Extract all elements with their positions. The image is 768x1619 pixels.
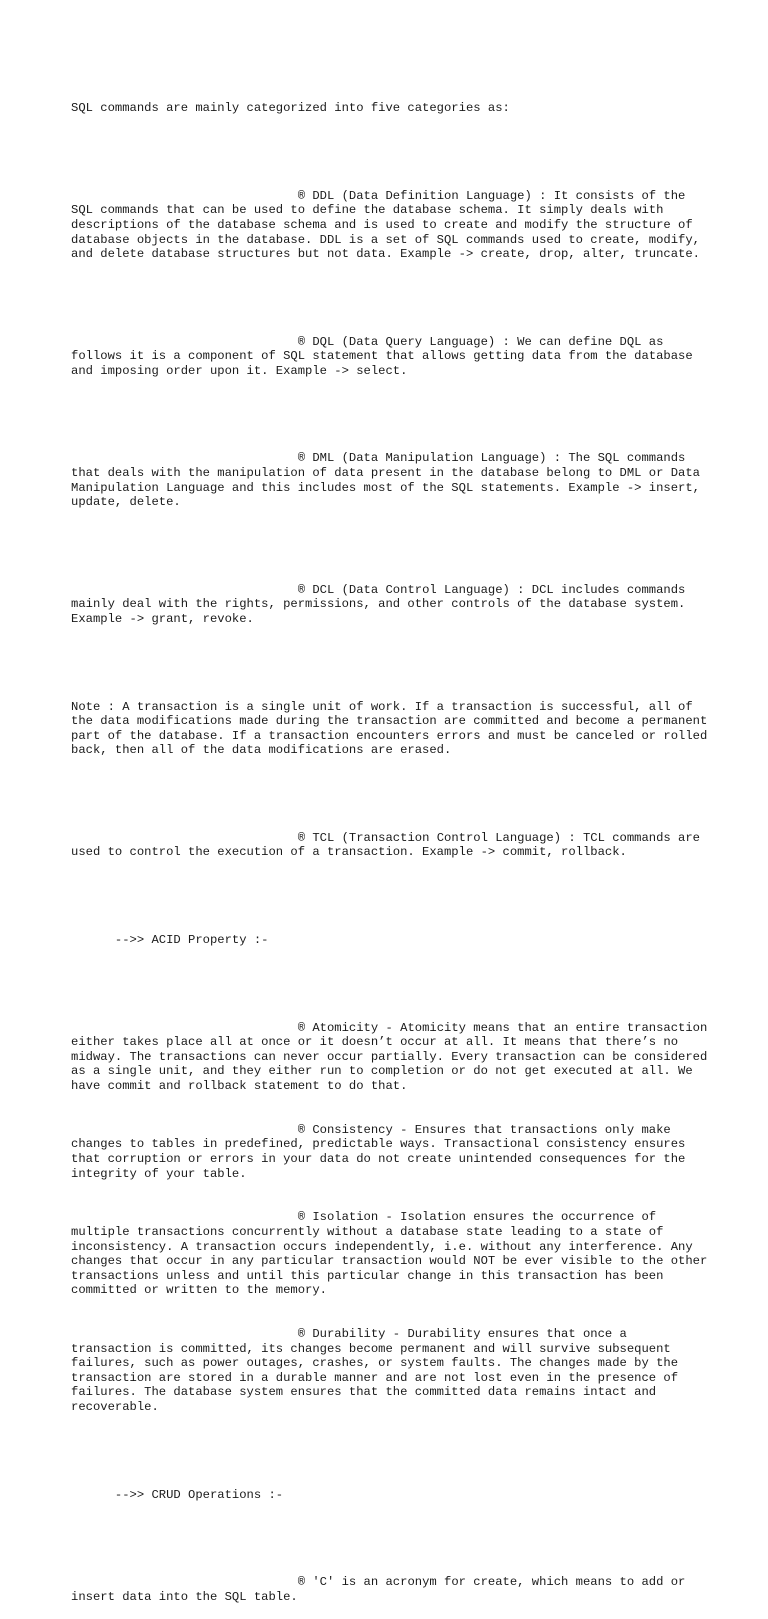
- dcl-paragraph: ® DCL (Data Control Language) : DCL includes commands mainly deal with the rights, permissions, and other controls of the database system. Example -> grant, revoke.: [71, 582, 693, 626]
- note-paragraph: Note : A transaction is a single unit of work. If a transaction is successful, all of the data modifications made during the transaction are committed and become a permanent part of the database. If a transaction encounters errors and must be canceled or rolled back, then all of the data modifications are erased.: [71, 699, 715, 758]
- dql-paragraph: ® DQL (Data Query Language) : We can define DQL as follows it is a component of SQL statement that allows getting data from the database and imposing order upon it. Example -> select.: [71, 334, 700, 378]
- durability-paragraph: ® Durability - Durability ensures that once a transaction is committed, its changes become permanent and will survive subsequent failures, such as power outages, crashes, or system faults. The changes made by the transaction are stored in a durable manner and are not lost even in the presence of failures. The database system ensures that the committed data remains intact and recoverable.: [71, 1327, 686, 1415]
- ddl-paragraph: ® DDL (Data Definition Language) : It consists of the SQL commands that can be used to define the database schema. It simply deals with descriptions of the database schema and is used to create and modify the structure of database objects in the database. DDL is a set of SQL commands used to create, modify, and delete database structures but not data. Example -> create, drop, alter, truncate.: [71, 188, 708, 262]
- isolation-paragraph: ® Isolation - Isolation ensures the occurrence of multiple transactions concurrently without a database state leading to a state of inconsistency. A transaction occurs independently, i.e. without any interference. Any changes that occur in any particular transaction would NOT be ever visible to the other transactions unless and until this particular change in this transaction has been committed or written to the memory.: [71, 1210, 715, 1298]
- atomicity-paragraph: ® Atomicity - Atomicity means that an entire transaction either takes place all at once or it doesn’t occur at all. It means that there’s no midway. The transactions can never occur partially. Every transaction can be considered as a single unit, and they either run to completion or do not get executed at all. We have commit and rollback statement to do that.: [71, 1020, 715, 1093]
- dml-paragraph: ® DML (Data Manipulation Language) : The SQL commands that deals with the manipulation of data present in the database belong to DML or Data Manipulation Language and this includes most of the SQL statements. Example -> insert, update, delete.: [71, 451, 708, 510]
- consistency-paragraph: ® Consistency - Ensures that transactions only make changes to tables in predefined, predictable ways. Transactional consistency ensures that corruption or errors in your data do not create unintended consequences for the integrity of your table.: [71, 1122, 693, 1181]
- tcl-paragraph: ® TCL (Transaction Control Language) : TCL commands are used to control the execution of a transaction. Example -> commit, rollback.: [71, 830, 708, 860]
- intro-paragraph: SQL commands are mainly categorized into five categories as:: [71, 101, 510, 116]
- crud-heading: -->> CRUD Operations :-: [71, 1487, 284, 1502]
- acid-heading: -->> ACID Property :-: [71, 933, 269, 948]
- crud-create-paragraph: ® 'C' is an acronym for create, which means to add or insert data into the SQL table.: [71, 1575, 693, 1604]
- document-page: [71, 72, 715, 1619]
